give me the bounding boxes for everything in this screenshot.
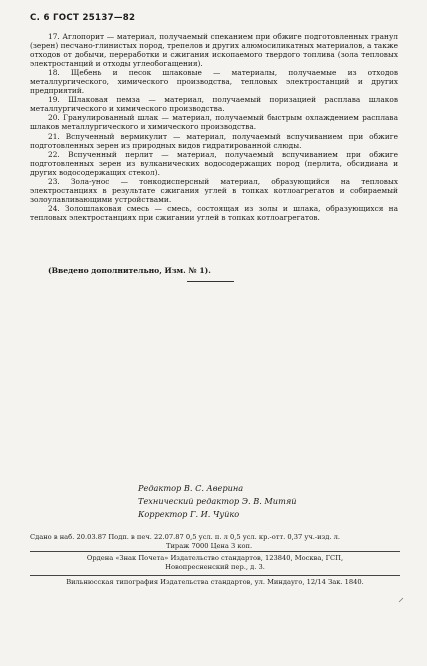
proofreader-credit: Корректор Г. И. Чуйко	[138, 509, 240, 520]
definition-17: 17. Аглопорит — материал, получаемый спеканием при обжиге подготовленных гранул (зерен) песчано-глинистых пород, трепелов и других алюмосиликатных материалов, а также отходов от добычи, переработки и сжигания ископаемого твердого топлива (зола тепловых электростанций и отходы углеобогащения).	[30, 32, 398, 69]
definition-23: 23. Зола-унос — тонкодисперсный материал, образующийся на тепловых электростанциях в результате сжигания углей в топках котлоагрегатов и собираемый золоулавливающими устройствами.	[30, 176, 398, 204]
credits-block	[138, 482, 297, 522]
imprint-block	[30, 533, 402, 550]
scan-speck-icon	[397, 596, 407, 604]
tech-editor-credit: Технический редактор Э. В. Митяй	[138, 496, 297, 507]
publisher-line-2: Новопресненский пер., д. 3.	[165, 562, 265, 571]
publisher-line-1: Ордена «Знак Почета» Издательство стандартов, 123840, Москва, ГСП,	[86, 554, 344, 562]
amendment-note: (Введено дополнительно, Изм. № 1).	[48, 266, 211, 275]
definition-18: 18. Щебень и песок шлаковые — материалы, получаемые из отходов металлургического, химического производства, тепловых электростанций и других предприятий.	[30, 68, 398, 96]
section-divider	[187, 281, 234, 282]
publisher-block	[30, 554, 400, 571]
imprint-rule-top	[30, 551, 400, 552]
definition-24: 24. Золошлаковая смесь — смесь, состоящая из золы и шлака, образующихся на тепловых электростанциях при сжигании углей в топках котлоагрегатов.	[30, 203, 398, 222]
definition-22: 22. Вспученный перлит — материал, получаемый вспучиванием при обжиге подготовленных зерен из вулканических водосодержащих пород (перлита, обсидиана и других водосодержащих стекол).	[30, 149, 398, 177]
editor-credit: Редактор В. С. Аверина	[138, 483, 244, 493]
imprint-rule-bottom	[30, 575, 400, 576]
definition-19: 19. Шлаковая пемза — материал, получаемый поризацией расплава шлаков металлургического и химического производства.	[30, 95, 398, 114]
definition-20: 20. Гранулированный шлак — материал, получаемый быстрым охлаждением расплава шлаков металлургического и химического производства.	[30, 113, 398, 132]
definition-21: 21. Вспученный вермикулит — материал, получаемый вспучиванием при обжиге подготовленных зерен из природных видов гидратированной слюды.	[30, 131, 398, 150]
imprint-line-2: Тираж 7000 Цена 3 коп.	[166, 541, 253, 550]
definitions-list	[30, 32, 398, 222]
printer-line: Вильнюсская типография Издательства стандартов, ул. Миндауго, 12/14 Зак. 1840.	[66, 578, 364, 586]
page-header: С. 6 ГОСТ 25137—82	[30, 13, 136, 23]
imprint-line-1: Сдано в наб. 20.03.87 Подп. в печ. 22.07.87 0,5 усл. п. л 0,5 усл. кр.-отт. 0,37 уч.-изд. л.	[30, 533, 341, 541]
